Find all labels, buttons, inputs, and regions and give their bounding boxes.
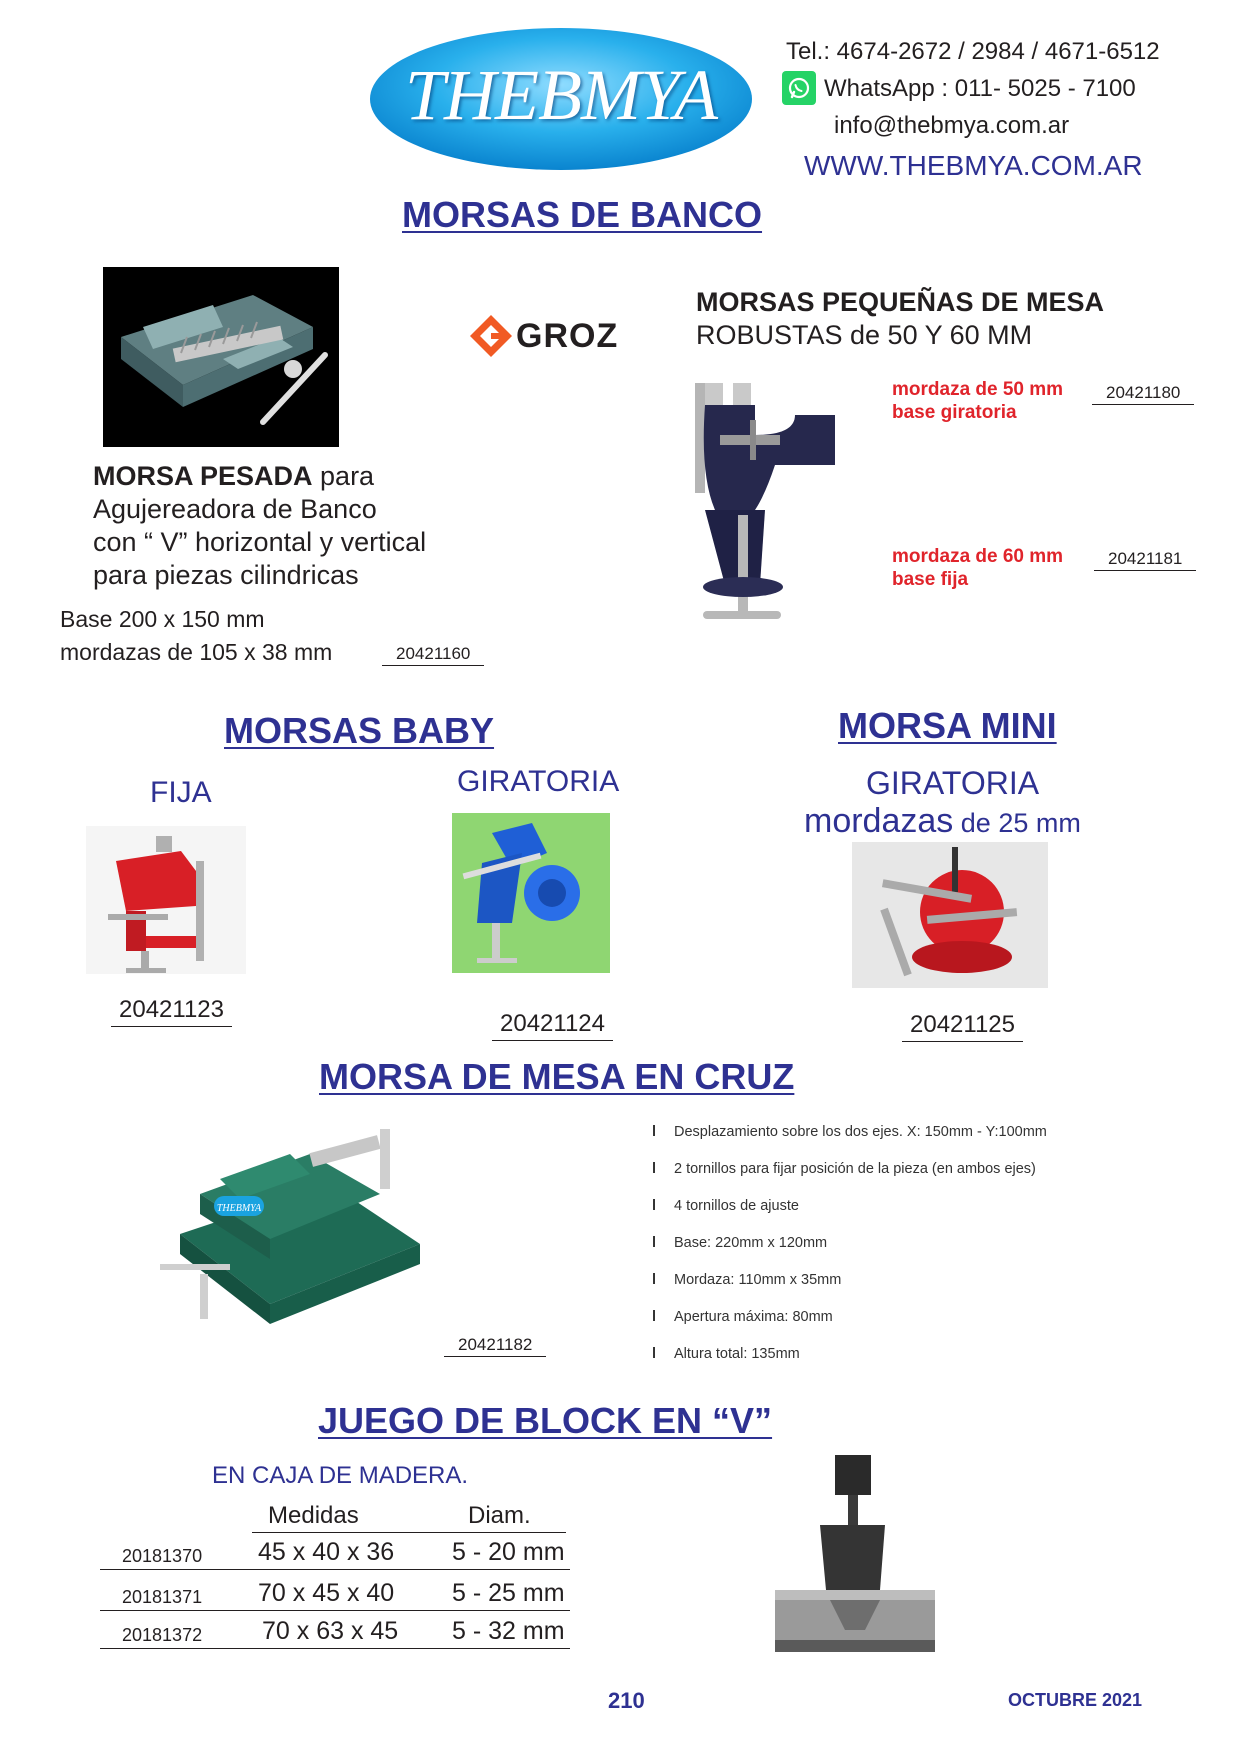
page-number: 210 <box>608 1688 645 1713</box>
spec-text: Apertura máxima: 80mm <box>674 1309 833 1325</box>
brand-logo <box>368 26 754 172</box>
spec-text: 4 tornillos de ajuste <box>674 1198 799 1214</box>
table-row <box>100 1537 570 1570</box>
section-title-cruz: MORSA DE MESA EN CRUZ <box>319 1056 795 1097</box>
table-header-row <box>252 1500 566 1533</box>
pequenas-title1: MORSAS PEQUEÑAS DE MESA <box>696 287 1105 317</box>
section-title-block: JUEGO DE BLOCK EN “V” <box>318 1400 773 1441</box>
spec-row <box>652 1346 800 1362</box>
mini-label1: GIRATORIA <box>866 765 1040 801</box>
baby-giratoria-label: GIRATORIA <box>457 765 620 798</box>
cruz-logo-text: THEBMYA <box>216 1203 262 1214</box>
spec-text: Mordaza: 110mm x 35mm <box>674 1272 842 1288</box>
section-title-mini: MORSA MINI <box>838 705 1057 746</box>
spec-bullet: l <box>652 1198 657 1214</box>
mini-label2-small: de 25 mm <box>953 808 1081 838</box>
row-medidas: 70 x 63 x 45 <box>262 1617 399 1645</box>
spec-row <box>652 1124 1047 1140</box>
row-medidas: 45 x 40 x 36 <box>258 1538 395 1566</box>
morsa-pesada-image <box>103 267 339 447</box>
pesada-mordazas: mordazas de 105 x 38 mm <box>60 639 333 665</box>
spec-bullet: l <box>652 1309 657 1325</box>
mini-label2 <box>804 802 1081 841</box>
header-tel: Tel.: 4674-2672 / 2984 / 4671-6512 <box>786 38 1160 65</box>
mini-label2-big: mordazas <box>804 802 954 840</box>
spec-text: Base: 220mm x 120mm <box>674 1235 828 1251</box>
groz-icon <box>468 313 514 359</box>
row-medidas: 70 x 45 x 40 <box>258 1579 395 1607</box>
spec-bullet: l <box>652 1272 657 1288</box>
spec-row <box>652 1161 1036 1177</box>
baby-fija-image <box>86 826 246 974</box>
opt2-line2: base fija <box>892 569 969 590</box>
table-row <box>100 1578 570 1611</box>
logo-text: THEBMYA <box>405 55 717 135</box>
footer-date: OCTUBRE 2021 <box>1008 1690 1143 1710</box>
opt1-line2: base giratoria <box>892 402 1017 423</box>
spec-text: Altura total: 135mm <box>674 1346 800 1362</box>
opt1-code: 20421180 <box>1092 383 1194 405</box>
baby-fija-code: 20421123 <box>111 996 232 1027</box>
spec-bullet: l <box>652 1161 657 1177</box>
baby-giratoria-code: 20421124 <box>492 1010 613 1041</box>
spec-bullet: l <box>652 1124 657 1140</box>
v-block-image <box>770 1450 940 1660</box>
spec-bullet: l <box>652 1346 657 1362</box>
spec-text: Desplazamiento sobre los dos ejes. X: 150mm - Y:100mm <box>674 1124 1047 1140</box>
spec-row <box>652 1198 799 1214</box>
pesada-line4: para piezas cilindricas <box>93 560 359 590</box>
pesada-line3: con “ V” horizontal y vertical <box>93 527 427 557</box>
row-diam: 5 - 25 mm <box>452 1579 565 1607</box>
col-medidas-header: Medidas <box>268 1502 359 1529</box>
whatsapp-icon <box>782 71 816 105</box>
spec-row <box>652 1309 833 1325</box>
mini-code: 20421125 <box>902 1011 1023 1042</box>
baby-fija-label: FIJA <box>150 776 212 809</box>
section-title-banco: MORSAS DE BANCO <box>402 194 763 235</box>
spec-row <box>652 1235 827 1251</box>
row-diam: 5 - 20 mm <box>452 1538 565 1566</box>
row-code: 20181371 <box>122 1587 203 1607</box>
pesada-code: 20421160 <box>382 644 484 666</box>
row-code: 20181370 <box>122 1546 203 1566</box>
pesada-title-rest: para <box>312 461 375 491</box>
header-email[interactable]: info@thebmya.com.ar <box>834 112 1070 139</box>
pequenas-title2: ROBUSTAS de 50 Y 60 MM <box>696 320 1033 350</box>
baby-giratoria-image <box>452 813 610 973</box>
cruz-image <box>160 1124 426 1350</box>
cruz-code: 20421182 <box>444 1335 546 1357</box>
row-code: 20181372 <box>122 1625 203 1645</box>
spec-text: 2 tornillos para fijar posición de la pieza (en ambos ejes) <box>674 1161 1036 1177</box>
table-row <box>100 1616 570 1649</box>
pesada-line1 <box>93 461 374 492</box>
row-diam: 5 - 32 mm <box>452 1617 565 1645</box>
block-subtitle: EN CAJA DE MADERA. <box>212 1462 469 1489</box>
groz-text: GROZ <box>516 317 619 355</box>
opt2-code: 20421181 <box>1094 549 1196 571</box>
pesada-title: MORSA PESADA <box>93 461 313 491</box>
spec-bullet: l <box>652 1235 657 1251</box>
opt1-line1: mordaza de 50 mm <box>892 379 1064 400</box>
header-whatsapp: WhatsApp : 011- 5025 - 7100 <box>824 75 1136 102</box>
spec-row <box>652 1272 841 1288</box>
mini-image <box>852 842 1048 988</box>
opt2-line1: mordaza de 60 mm <box>892 546 1064 567</box>
section-title-baby: MORSAS BABY <box>224 710 495 751</box>
header-website[interactable]: WWW.THEBMYA.COM.AR <box>804 150 1143 181</box>
groz-logo <box>468 313 632 359</box>
col-diam-header: Diam. <box>468 1502 531 1529</box>
pesada-base: Base 200 x 150 mm <box>60 606 265 632</box>
pesada-line2: Agujereadora de Banco <box>93 494 377 524</box>
morsa-pequena-image <box>665 375 865 625</box>
